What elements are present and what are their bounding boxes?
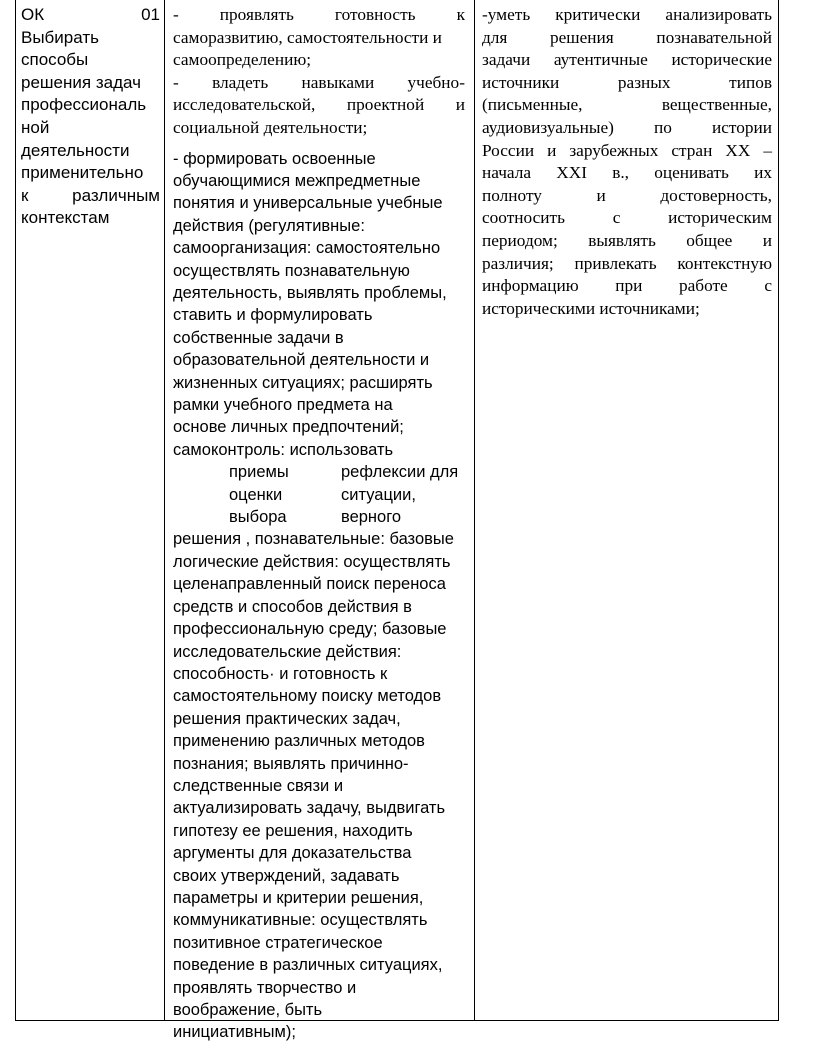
text-line: социальной деятельности; — [173, 117, 368, 137]
text-line: решения , познавательные: базовые — [173, 530, 454, 549]
text-line: рамки учебного предмета на — [173, 396, 393, 415]
text-line: самоконтроль: использовать — [173, 440, 394, 459]
word: - — [173, 5, 179, 24]
word: - — [173, 72, 179, 92]
word: начала — [482, 163, 532, 183]
text-line: собственные задачи в — [173, 328, 344, 347]
text-line — [173, 94, 465, 117]
word: навыками — [301, 72, 375, 92]
text-line: понятия и универсальные учебные — [173, 194, 443, 213]
competency-text-line: профессиональ — [21, 95, 147, 115]
word: – — [763, 140, 772, 160]
word: полноту — [482, 185, 542, 205]
text-line: позитивное стратегическое — [173, 933, 383, 952]
competency-text-line: деятельности — [21, 140, 130, 160]
text-line: жизненных ситуациях; расширять — [173, 373, 433, 392]
code-number: 01 — [141, 5, 160, 24]
competency-text-line: способы — [21, 50, 89, 70]
word: в., — [612, 163, 630, 183]
competency-code — [21, 4, 160, 27]
word: стран — [671, 140, 713, 160]
text-line — [482, 72, 772, 95]
text-line: способность· и готовность к — [173, 664, 388, 683]
word: XX — [725, 140, 751, 160]
word: и — [547, 140, 557, 160]
word: верного — [341, 508, 402, 527]
word: и — [455, 95, 465, 115]
subject-results-cell — [482, 4, 772, 320]
word: соотносить — [482, 208, 565, 228]
text-line: профессиональную среду; базовые — [173, 620, 447, 639]
word: и — [762, 230, 772, 250]
word: учебно- — [407, 72, 465, 92]
text-line: актуализировать задачу, выдвигать — [173, 799, 446, 818]
result-item-readiness — [173, 4, 465, 72]
word: оценки — [229, 485, 283, 504]
word: исторические — [671, 50, 772, 70]
text-line: самостоятельному поиску методов — [173, 687, 442, 706]
word: и — [596, 185, 606, 205]
text-line: логические действия: осуществлять — [173, 552, 451, 571]
word: типов — [729, 72, 772, 92]
word: критически — [555, 5, 641, 24]
competency-text-line: Выбирать — [21, 27, 99, 47]
text-line: воображение, быть — [173, 1001, 323, 1019]
text-line: исследовательские действия: — [173, 642, 402, 661]
word: познавательной — [656, 27, 772, 47]
word: -уметь — [482, 5, 531, 24]
competency-code-cell — [21, 4, 160, 230]
word: по — [654, 117, 672, 137]
word: с — [764, 276, 772, 296]
competency-text-line: ной — [21, 117, 50, 137]
text-line — [482, 94, 772, 117]
word: анализировать — [665, 5, 772, 24]
word: их — [754, 163, 772, 183]
text-line — [482, 140, 772, 163]
text-line: применению различных методов — [173, 732, 425, 751]
text-line — [173, 506, 465, 528]
text-line: целенаправленный поиск переноса — [173, 575, 446, 594]
text-line: коммуникативные: осуществлять — [173, 911, 428, 930]
word: к — [21, 185, 29, 205]
word: истории — [711, 117, 772, 137]
word: общее — [686, 230, 733, 250]
text-line — [482, 4, 772, 27]
text-line — [482, 27, 772, 50]
text-line: основе личных предпочтений; — [173, 418, 404, 437]
word: задачи — [482, 50, 531, 70]
column-divider-1 — [164, 0, 165, 1021]
word: информацию — [482, 276, 579, 296]
text-line: осуществлять познавательную — [173, 261, 410, 280]
table-border-right — [778, 0, 779, 1021]
text-line — [482, 275, 772, 298]
word: решения — [549, 27, 614, 47]
text-line: самоопределению; — [173, 50, 312, 70]
text-line — [482, 230, 772, 253]
word: аутентичные — [553, 50, 648, 70]
text-line: деятельность, выявлять проблемы, — [173, 284, 447, 302]
competency-text-line: решения задач — [21, 72, 141, 92]
word: выбора — [229, 508, 287, 527]
text-line: гипотезу ее решения, находить — [173, 821, 413, 840]
text-line: следственные связи и — [173, 776, 344, 795]
code-prefix: ОК — [21, 5, 45, 24]
word: зарубежных — [569, 140, 659, 160]
text-line — [482, 49, 772, 72]
word: разных — [617, 72, 671, 92]
text-line — [482, 298, 772, 321]
word: ситуации, — [341, 485, 416, 504]
word: историческим — [668, 208, 772, 228]
text-line: познания; выявлять причинно- — [173, 754, 409, 773]
text-line — [173, 484, 465, 506]
word: выявлять — [588, 230, 656, 250]
word: оценивать — [654, 163, 729, 183]
text-line: средств и способов действия в — [173, 597, 412, 616]
word: к — [456, 5, 465, 24]
word: аудиовизуальные) — [482, 117, 614, 137]
word: проявлять — [219, 5, 294, 24]
personal-results-cell — [173, 4, 465, 1044]
text-line: аргументы для доказательства — [173, 844, 412, 863]
text-line — [482, 185, 772, 208]
word: достоверность, — [660, 185, 772, 205]
text-line: саморазвитию, самостоятельности и — [173, 27, 442, 47]
word: различия; — [482, 253, 554, 273]
text-line: обучающимися межпредметные — [173, 171, 421, 190]
word: различным — [72, 185, 160, 205]
word: привлекать — [574, 253, 657, 273]
text-line: проявлять творчество и — [173, 978, 357, 997]
table-border-left — [15, 0, 16, 1021]
word: при — [615, 276, 643, 296]
text-line: ставить и формулировать — [173, 306, 373, 325]
word: источники — [482, 72, 560, 92]
word: контекстную — [677, 253, 772, 273]
word: России — [482, 140, 535, 160]
word: с — [612, 208, 621, 228]
text-line: решения практических задач, — [173, 709, 401, 728]
word: периодом; — [482, 230, 558, 250]
word: работе — [678, 276, 728, 296]
text-line: своих утверждений, задавать — [173, 866, 400, 885]
text-line: параметры и критерии решения, — [173, 888, 424, 907]
word: (письменные, — [482, 95, 583, 115]
text-line: инициативным); — [173, 1023, 296, 1042]
text-line — [173, 4, 465, 27]
column-divider-2 — [474, 0, 475, 1021]
word: исследовательской, — [173, 95, 316, 115]
word: приемы — [229, 463, 289, 482]
word: владеть — [212, 72, 269, 92]
word: историческими источниками; — [482, 298, 700, 318]
word: готовность — [334, 5, 416, 24]
text-line: - формировать освоенные — [173, 149, 376, 168]
word: для — [482, 27, 508, 47]
competency-table — [15, 0, 779, 1042]
text-line — [482, 117, 772, 140]
word: проектной — [346, 95, 425, 115]
text-line — [173, 72, 465, 95]
word: рефлексии для — [341, 463, 459, 482]
text-line: самоорганизация: самостоятельно — [173, 239, 441, 258]
result-item-meta-subject — [173, 148, 465, 1044]
text-line — [482, 253, 772, 276]
text-line — [482, 207, 772, 230]
text-line: поведение в различных ситуациях, — [173, 956, 443, 975]
text-line: образовательной деятельности и — [173, 351, 430, 370]
result-item-skills — [173, 72, 465, 140]
text-line: действия (регулятивные: — [173, 216, 365, 235]
text-line — [482, 162, 772, 185]
word: вещественные, — [661, 95, 772, 115]
competency-text-line: контекстам — [21, 208, 110, 228]
word: XXI — [556, 163, 587, 183]
competency-text-line: применительно — [21, 163, 144, 183]
text-line — [173, 461, 465, 483]
competency-text-line — [21, 185, 160, 208]
